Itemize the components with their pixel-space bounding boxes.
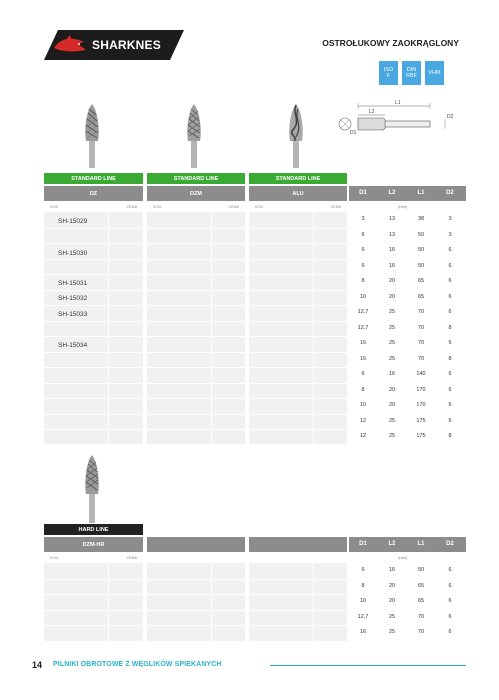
footer-title: PILNIKI OBROTOWE Z WĘGLIKÓW SPIEKANYCH [53,661,222,668]
product-code: SH-15034 [58,342,88,349]
row-divider [147,321,245,322]
product-code: SH-15030 [58,250,88,257]
dimension-row: 16 25 70 8 [359,355,452,362]
row-divider [147,383,245,384]
row-divider [44,579,143,580]
type-header-dz: DZ [44,186,143,201]
dimension-row: 12,7 25 70 6 [357,309,452,315]
tool-image-dz [80,103,104,169]
product-code: SH-15033 [58,311,88,318]
dimension-row: 16 25 70 6 [359,340,452,346]
row-divider [147,579,245,580]
row-divider [249,352,347,353]
label-l2: L2 [369,109,375,115]
page-title: OSTROŁUKOWY ZAOKRĄGLONY [322,38,459,48]
row-divider [249,610,347,611]
product-code: SH-15032 [58,295,88,302]
dimension-row: 10 20 65 6 [359,598,452,604]
row-divider [147,228,245,229]
row-divider [44,228,143,229]
row-divider [44,594,143,595]
row-divider [44,414,143,415]
grid-dzm-hr [44,563,143,641]
dimension-row: 12 25 175 8 [359,433,452,439]
brand-logo [44,30,184,60]
row-divider [249,579,347,580]
standard-badges [379,61,444,85]
shark-logo-icon [52,34,88,56]
row-divider [44,336,143,337]
grid-alu [249,212,347,444]
type-header-empty [249,537,347,552]
dimension-header-bottom: D1 L2 L1 D2 [349,537,466,552]
row-divider [44,352,143,353]
row-divider [249,625,347,626]
dimension-diagram [335,100,465,150]
row-divider [249,321,347,322]
type-header-empty [147,537,245,552]
line-label-dz: STANDARD LINE [44,173,143,184]
dimension-row: 8 20 65 6 [361,582,452,589]
row-divider [147,243,245,244]
row-divider [249,305,347,306]
badge-din: DIN RBF [402,61,421,85]
sub-header-dzm-hr: KOD CENA [50,556,137,560]
row-divider [249,290,347,291]
label-l1: L1 [395,100,401,106]
row-divider [44,429,143,430]
grid-dzm [147,212,245,444]
sub-header-alu: KOD CENA [255,205,341,209]
row-divider [249,274,347,275]
row-divider [249,594,347,595]
grid-empty [147,563,245,641]
row-divider [44,367,143,368]
row-divider [147,274,245,275]
dimension-row: 12,7 25 70 6 [357,613,452,620]
badge-iso: ISO F [379,61,398,85]
product-code: SH-15031 [58,280,88,287]
label-d2: D2 [447,114,454,120]
footer-rule [270,665,466,666]
dimension-row: 10 20 65 6 [359,293,452,300]
badge-vhm: VHM [425,61,444,85]
dimension-row: 6 13 50 3 [361,231,452,238]
tool-image-dzm [182,103,206,169]
row-divider [147,610,245,611]
row-divider [147,290,245,291]
row-divider [44,625,143,626]
row-divider [249,398,347,399]
dimension-row: 6 16 140 6 [361,371,452,377]
tool-image-alu [284,103,308,169]
row-divider [44,398,143,399]
row-divider [147,367,245,368]
unit-label-top: (mm) [398,204,408,209]
row-divider [249,429,347,430]
grid-empty [249,563,347,641]
brand-name: SHARKNES [92,38,161,52]
row-divider [147,352,245,353]
row-divider [44,321,143,322]
row-divider [249,228,347,229]
dimension-row: 10 20 170 6 [359,402,452,408]
row-divider [249,383,347,384]
label-d1: D1 [350,130,357,136]
row-divider [249,367,347,368]
row-divider [147,305,245,306]
row-divider [147,414,245,415]
row-divider [147,398,245,399]
dimension-row: 3 13 38 3 [361,216,452,222]
line-label-alu: STANDARD LINE [249,173,347,184]
page-number: 14 [32,660,43,670]
dimension-row: 16 25 70 6 [359,629,452,635]
line-label-dzm: STANDARD LINE [147,173,245,184]
dimension-row: 6 16 50 6 [361,247,452,253]
row-divider [44,305,143,306]
row-divider [147,625,245,626]
row-divider [147,259,245,260]
row-divider [249,336,347,337]
row-divider [44,383,143,384]
dimension-row: 12,7 25 70 8 [357,324,452,331]
row-divider [44,610,143,611]
dimension-row: 6 16 50 6 [361,567,452,573]
product-code: SH-15029 [58,218,88,225]
sub-header-dz: KOD CENA [50,205,137,209]
dimension-row: 6 16 50 6 [361,262,452,269]
row-divider [44,243,143,244]
row-divider [249,259,347,260]
row-divider [147,594,245,595]
sub-header-dzm: KOD CENA [153,205,239,209]
row-divider [44,274,143,275]
unit-label-bottom: (mm) [398,555,408,560]
type-header-alu: ALU [249,186,347,201]
dimension-row: 8 20 65 6 [361,278,452,284]
line-label-hard: HARD LINE [44,524,143,535]
grid-dz [44,212,143,444]
dimension-row: 8 20 170 6 [361,386,452,393]
row-divider [44,290,143,291]
row-divider [147,336,245,337]
row-divider [147,429,245,430]
type-header-dzm: DZM [147,186,245,201]
dimension-row: 12 25 175 6 [359,417,452,424]
type-header-dzm-hr: DZM-HR [44,537,143,552]
row-divider [44,259,143,260]
row-divider [249,243,347,244]
tool-image-dzm-hr [80,454,104,524]
dimension-header-top: D1 L2 L1 D2 [349,186,466,201]
row-divider [249,414,347,415]
